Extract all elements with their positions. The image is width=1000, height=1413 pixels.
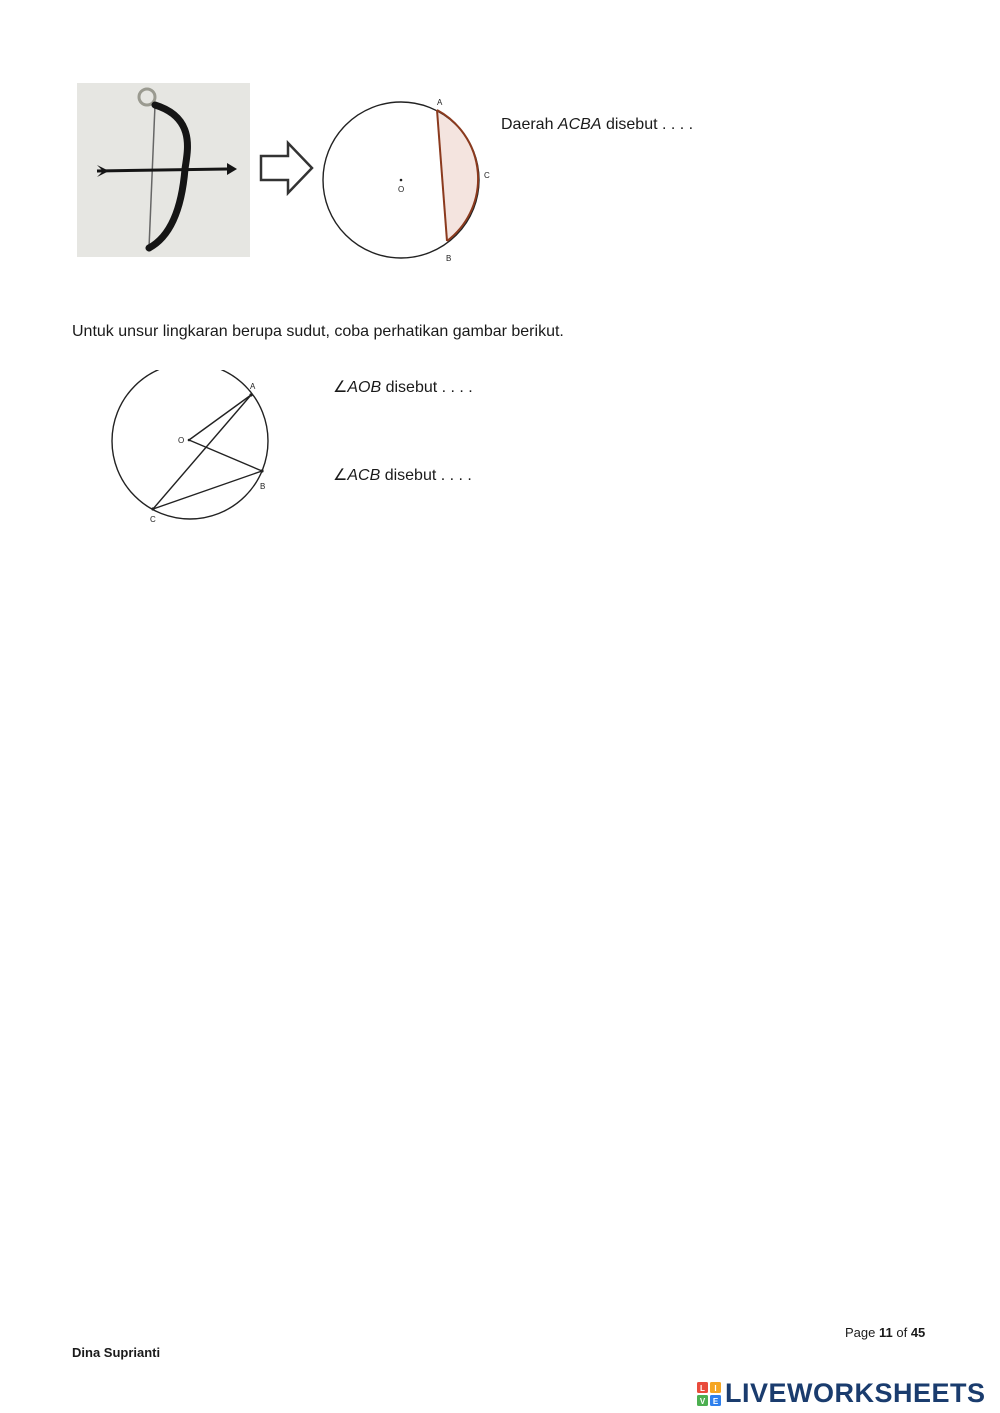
label-o: O [178, 436, 185, 445]
label-a: A [437, 98, 443, 107]
right-arrow-icon [258, 140, 316, 201]
label-c: C [484, 171, 490, 180]
page-total: 45 [910, 1325, 926, 1340]
label-b: B [446, 254, 452, 263]
angle-symbol: ∠ [333, 379, 348, 396]
svg-text:L: L [700, 1383, 705, 1393]
angle-var: ACB [347, 467, 381, 484]
segment-oa [189, 395, 251, 440]
angle-acb-question [333, 465, 472, 485]
bow-and-arrow-photo [77, 83, 250, 257]
liveworksheets-logo[interactable] [697, 1378, 986, 1409]
question-prefix: Daerah [501, 116, 558, 133]
segment-ob [189, 440, 262, 471]
intro-paragraph: Untuk unsur lingkaran berupa sudut, coba perhatikan gambar berikut. [72, 323, 564, 340]
label-a: A [250, 382, 256, 391]
author-name: Dina Suprianti [72, 1345, 161, 1360]
label-b: B [260, 482, 266, 491]
center-point [400, 179, 403, 182]
page-number: Page 11 of 45 [845, 1325, 926, 1340]
label-c: C [150, 515, 156, 524]
question-suffix: disebut . . . . [601, 116, 694, 133]
question-suffix: disebut . . . . [380, 467, 472, 484]
circle-angle-diagram [100, 370, 300, 540]
question-suffix: disebut . . . . [381, 379, 473, 396]
shaded-segment [437, 110, 478, 241]
circle-segment-diagram [314, 90, 504, 275]
svg-text:E: E [712, 1396, 719, 1406]
liveworksheets-icon [697, 1382, 721, 1406]
page-current: 11 [878, 1325, 893, 1340]
segment-question [501, 116, 693, 134]
svg-text:V: V [699, 1396, 706, 1406]
svg-text:I: I [714, 1383, 717, 1393]
question-var: ACBA [557, 116, 602, 133]
angle-var: AOB [347, 379, 382, 396]
angle-symbol: ∠ [333, 467, 348, 484]
brand-name: LIVEWORKSHEETS [725, 1378, 986, 1408]
angle-aob-question [333, 377, 473, 397]
label-o: O [398, 185, 405, 194]
